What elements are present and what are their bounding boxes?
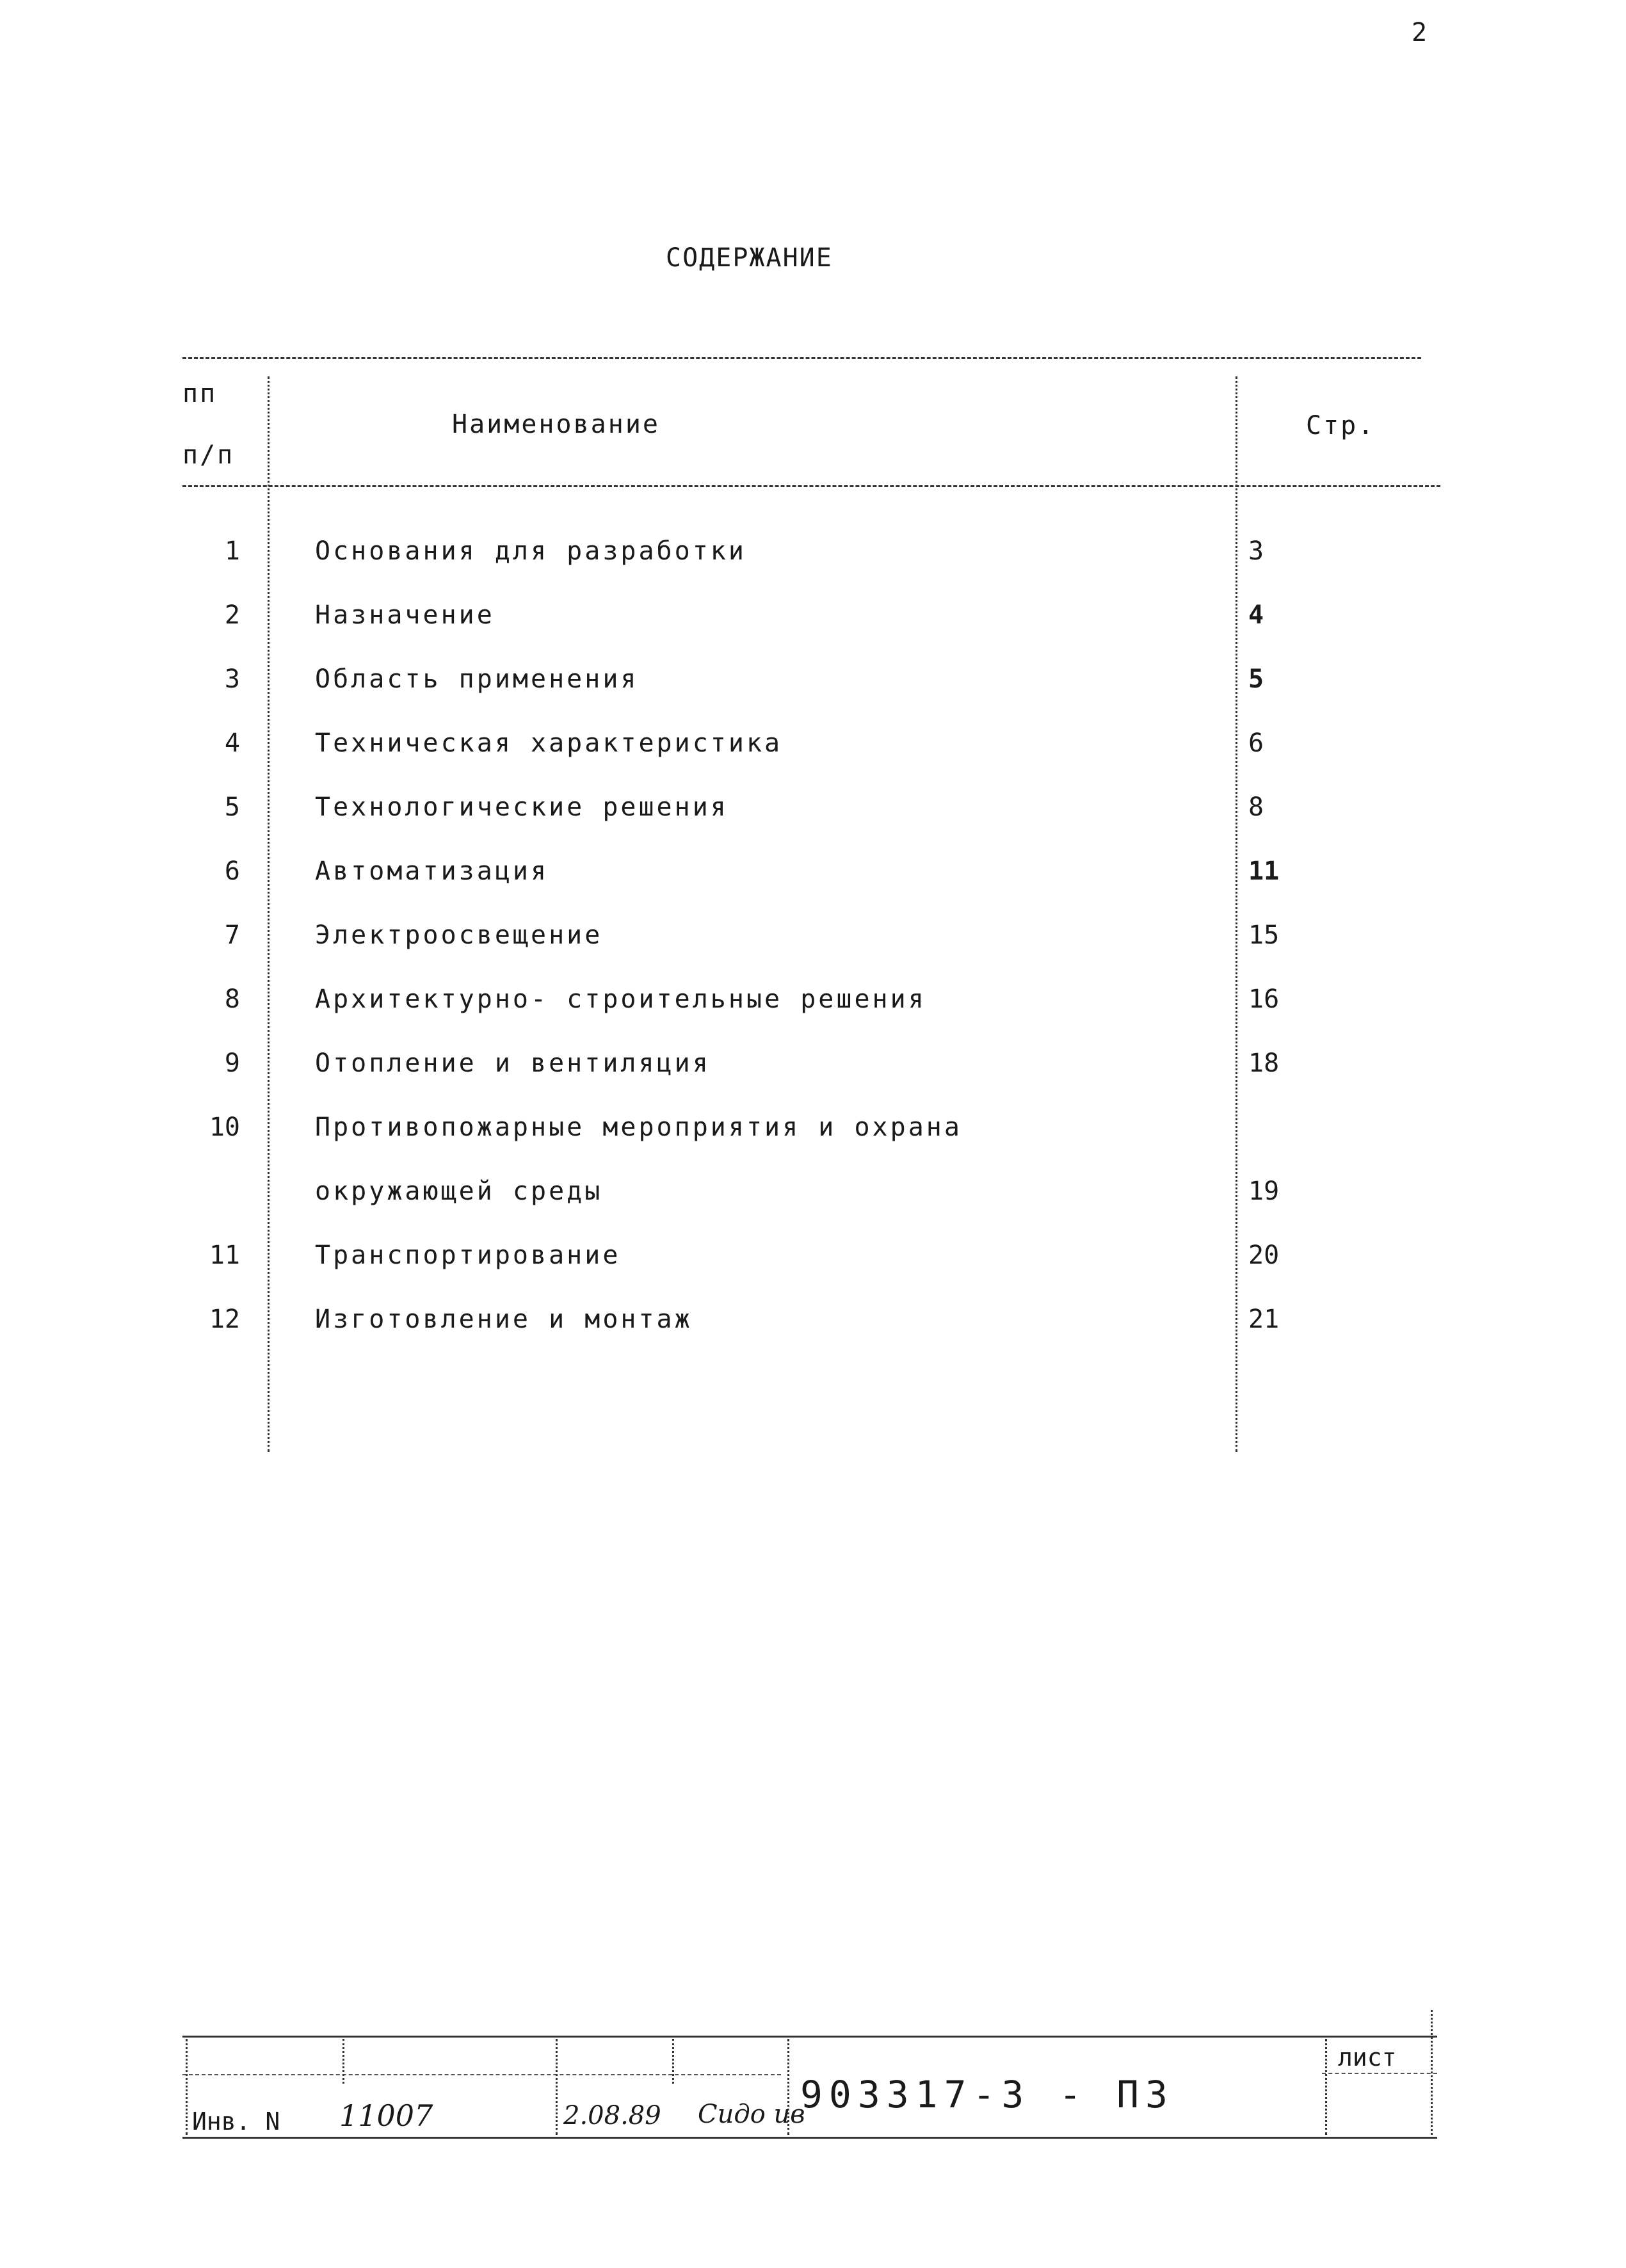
- row-number: 10: [209, 1113, 240, 1142]
- row-title: Электроосвещение: [315, 921, 603, 950]
- row-page: 20: [1248, 1241, 1280, 1270]
- row-title: окружающей среды: [315, 1177, 603, 1206]
- row-number: 3: [224, 664, 240, 694]
- row-title: Архитектурно- строительные решения: [315, 985, 926, 1014]
- row-number: 6: [224, 857, 240, 886]
- stamp-divider: [186, 2039, 188, 2135]
- row-number: 1: [224, 536, 240, 566]
- row-number: 11: [209, 1241, 240, 1270]
- row-title: Область применения: [315, 664, 639, 694]
- row-number: 5: [224, 792, 240, 822]
- stamp-divider: [1431, 2010, 1433, 2135]
- row-title: Отопление и вентиляция: [315, 1049, 711, 1078]
- document-code: 903317-3 - ПЗ: [800, 2073, 1174, 2116]
- row-title: Назначение: [315, 600, 495, 630]
- column-separator-right: [1236, 376, 1237, 1452]
- stamp-sheet-label: лист: [1338, 2043, 1397, 2071]
- row-page: 11: [1248, 857, 1280, 886]
- table-header-rule: [182, 485, 1440, 487]
- stamp-sheet-rule: [1322, 2073, 1437, 2074]
- row-number: 8: [224, 985, 240, 1014]
- inventory-label: Инв. N: [192, 2107, 280, 2135]
- stamp-top-rule: [182, 2036, 1437, 2038]
- row-number: 9: [224, 1049, 240, 1078]
- row-page: 4: [1248, 600, 1264, 630]
- header-page: Стр.: [1306, 411, 1376, 440]
- stamp-divider: [342, 2039, 344, 2084]
- stamp-divider: [556, 2039, 558, 2135]
- row-title: Противопожарные мероприятия и охрана: [315, 1113, 962, 1142]
- table-top-rule: [182, 357, 1421, 359]
- row-title: Основания для разработки: [315, 536, 746, 566]
- row-page: 21: [1248, 1305, 1280, 1334]
- header-num-line1: пп: [182, 379, 218, 408]
- row-title: Технологические решения: [315, 792, 728, 822]
- row-page: 15: [1248, 921, 1280, 950]
- row-title: Изготовление и монтаж: [315, 1305, 693, 1334]
- stamp-bottom-rule: [182, 2137, 1437, 2139]
- row-number: 12: [209, 1305, 240, 1334]
- row-number: 4: [224, 728, 240, 758]
- stamp-signature: Сидо ив: [698, 2100, 805, 2129]
- row-number: 7: [224, 921, 240, 950]
- row-page: 5: [1248, 664, 1264, 694]
- row-title: Транспортирование: [315, 1241, 621, 1270]
- stamp-mid-rule: [182, 2074, 781, 2075]
- row-number: 2: [224, 600, 240, 630]
- header-num-line2: п/п: [182, 440, 235, 470]
- row-page: 3: [1248, 536, 1264, 566]
- page-title: СОДЕРЖАНИЕ: [666, 243, 833, 273]
- row-title: Автоматизация: [315, 857, 549, 886]
- inventory-number: 11007: [339, 2098, 433, 2133]
- row-page: 19: [1248, 1177, 1280, 1206]
- row-page: 8: [1248, 792, 1264, 822]
- stamp-divider: [1325, 2039, 1327, 2135]
- stamp-divider: [672, 2039, 674, 2084]
- column-separator-left: [268, 376, 270, 1452]
- stamp-date: 2.08.89: [563, 2101, 661, 2130]
- row-page: 16: [1248, 985, 1280, 1014]
- row-page: 18: [1248, 1049, 1280, 1078]
- row-page: 6: [1248, 728, 1264, 758]
- row-title: Техническая характеристика: [315, 728, 783, 758]
- header-name: Наименование: [452, 410, 660, 439]
- page-number: 2: [1412, 18, 1428, 47]
